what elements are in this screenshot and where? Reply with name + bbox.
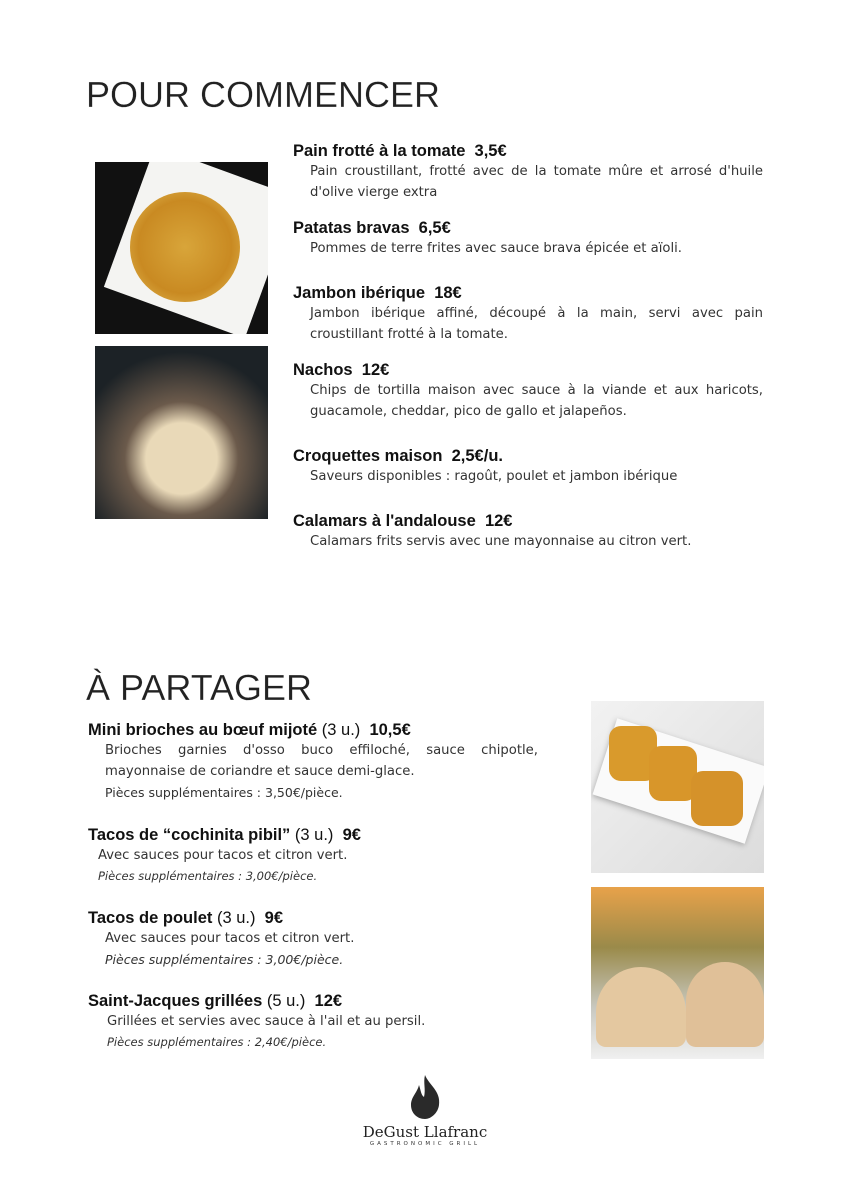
nachos-photo	[95, 162, 268, 334]
item-name: Tacos de “cochinita pibil”	[88, 826, 291, 844]
scallops-photo	[95, 346, 268, 519]
menu-item	[88, 909, 538, 970]
menu-item	[88, 826, 538, 887]
item-units: (3 u.)	[294, 826, 334, 844]
item-extra: Pièces supplémentaires : 3,50€/pièce.	[105, 785, 343, 800]
item-desc: Jambon ibérique affiné, découpé à la main, servi avec pain croustillant frotté à la tomate.	[310, 306, 763, 342]
item-desc: Calamars frits servis avec une mayonnaise au citron vert.	[310, 534, 692, 549]
item-name: Patatas bravas	[293, 219, 410, 237]
item-desc: Avec sauces pour tacos et citron vert.	[98, 848, 348, 863]
item-name: Nachos	[293, 361, 353, 379]
section-title-sharing: À PARTAGER	[86, 667, 313, 708]
menu-item	[293, 447, 763, 487]
item-price: 2,5€/u.	[451, 447, 503, 465]
menu-item	[293, 219, 763, 259]
item-name: Calamars à l'andalouse	[293, 512, 476, 530]
item-name: Croquettes maison	[293, 447, 443, 465]
tacos-photo	[591, 887, 764, 1059]
item-price: 12€	[361, 361, 390, 379]
logo-name: DeGust Llafranc	[362, 1123, 488, 1141]
item-price: 12€	[484, 512, 513, 530]
item-desc: Grillées et servies avec sauce à l'ail et au persil.	[107, 1014, 426, 1029]
item-name: Mini brioches au bœuf mijoté	[88, 721, 318, 739]
menu-item	[88, 721, 538, 803]
brioches-photo	[591, 701, 764, 873]
item-name: Pain frotté à la tomate	[293, 142, 466, 160]
item-name: Jambon ibérique	[293, 284, 426, 302]
item-price: 9€	[264, 909, 284, 927]
item-units: (5 u.)	[266, 992, 306, 1010]
item-name: Saint-Jacques grillées	[88, 992, 263, 1010]
item-desc: Pommes de terre frites avec sauce brava épicée et aïoli.	[310, 241, 682, 256]
logo-tagline: GASTRONOMIC GRILL	[369, 1141, 481, 1147]
item-desc: Avec sauces pour tacos et citron vert.	[105, 931, 355, 946]
item-extra: Pièces supplémentaires : 3,00€/pièce.	[105, 952, 344, 967]
item-units: (3 u.)	[321, 721, 361, 739]
menu-item	[88, 992, 538, 1053]
item-desc: Pain croustillant, frotté avec de la tomate mûre et arrosé d'huile d'olive vierge extra	[310, 164, 763, 200]
restaurant-logo	[340, 1075, 510, 1147]
menu-item	[293, 512, 763, 552]
item-units: (3 u.)	[216, 909, 256, 927]
item-price: 6,5€	[418, 219, 451, 237]
item-desc: Brioches garnies d'osso buco effiloché, sauce chipotle, mayonnaise de coriandre et sauce demi-glace.	[105, 743, 538, 779]
menu-item	[293, 142, 763, 203]
item-desc: Chips de tortilla maison avec sauce à la viande et aux haricots, guacamole, cheddar, pico de gallo et jalapeños.	[310, 383, 763, 419]
flame-icon	[407, 1075, 443, 1119]
item-price: 12€	[314, 992, 343, 1010]
section-title-starters: POUR COMMENCER	[86, 74, 441, 115]
item-desc: Saveurs disponibles : ragoût, poulet et jambon ibérique	[310, 469, 678, 484]
item-price: 3,5€	[474, 142, 507, 160]
item-name: Tacos de poulet	[88, 909, 213, 927]
item-price: 10,5€	[369, 721, 411, 739]
item-extra: Pièces supplémentaires : 2,40€/pièce.	[107, 1035, 327, 1049]
item-price: 9€	[342, 826, 361, 844]
menu-item	[293, 284, 763, 345]
item-price: 18€	[434, 284, 462, 302]
menu-item	[293, 361, 763, 422]
item-extra: Pièces supplémentaires : 3,00€/pièce.	[98, 869, 318, 883]
